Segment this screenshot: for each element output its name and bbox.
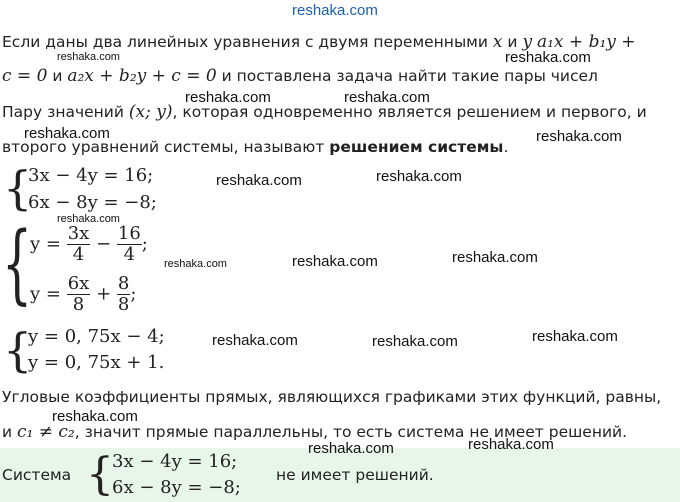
watermark: reshaka.com: [376, 168, 462, 185]
system-2-row-1: [30, 224, 148, 265]
definition-text-start: Пару значений: [2, 103, 124, 121]
row-2-lhs: y =: [30, 283, 61, 305]
conj-i: и: [507, 33, 518, 51]
final-system-row-1: 3x − 4y = 16;: [112, 451, 238, 472]
watermark: reshaka.com: [468, 436, 554, 453]
equation-2: a₂x + b₂y + c = 0: [67, 66, 217, 86]
operator-plus: +: [96, 283, 112, 305]
denominator: 4: [72, 244, 85, 265]
denominator: 8: [72, 294, 85, 315]
system-2-brace: {: [2, 214, 33, 314]
watermark: reshaka.com: [164, 258, 227, 270]
conclusion-line-1: Угловые коэффициенты прямых, являющихся графиками этих функций, равны,: [2, 388, 662, 406]
system-3-brace: {: [3, 323, 33, 377]
final-system-brace: {: [86, 449, 114, 500]
intro-text-2: и поставлена задача найти такие пары чисел: [221, 67, 598, 85]
c1-not-equal-c2: c₁ ≠ c₂: [17, 422, 75, 442]
watermark: reshaka.com: [452, 249, 538, 266]
system-1-row-2: 6x − 8y = −8;: [28, 192, 157, 213]
numerator: 3x: [67, 223, 90, 244]
var-x: x: [492, 32, 503, 52]
watermark: reshaka.com: [292, 253, 378, 270]
fraction-6x-over-8: [67, 274, 91, 315]
watermark: reshaka.com: [57, 51, 120, 63]
watermark: reshaka.com: [344, 89, 430, 106]
system-3-row-1: y = 0, 75x − 4;: [28, 326, 165, 347]
system-3-row-2: y = 0, 75x + 1.: [28, 352, 165, 373]
watermark: reshaka.com: [308, 440, 394, 457]
semicolon: ;: [141, 233, 148, 255]
var-y: y: [522, 32, 533, 52]
numerator: 16: [117, 223, 141, 244]
operator-minus: −: [96, 233, 112, 255]
definition-line-2: [2, 137, 508, 157]
watermark: reshaka.com: [185, 89, 271, 106]
denominator: 8: [117, 294, 130, 315]
watermark-top[interactable]: reshaka.com: [292, 2, 378, 19]
watermark: reshaka.com: [212, 332, 298, 349]
watermark: reshaka.com: [505, 49, 591, 66]
denominator: 4: [123, 244, 136, 265]
fraction-8-over-8: [117, 274, 130, 315]
system-1-brace: {: [3, 161, 33, 215]
watermark: reshaka.com: [57, 213, 120, 225]
watermark: reshaka.com: [532, 328, 618, 345]
watermark: reshaka.com: [24, 125, 110, 142]
row-1-lhs: y =: [30, 233, 61, 255]
system-2-row-2: [30, 274, 136, 315]
fraction-16-over-4: [117, 224, 142, 265]
conclusion-conj: и: [2, 423, 13, 441]
watermark: reshaka.com: [372, 333, 458, 350]
final-label: Система: [2, 466, 72, 484]
definition-term: решением системы: [329, 138, 504, 156]
intro-line-2: [2, 66, 598, 86]
pair-xy: (x; y): [128, 102, 173, 122]
watermark: reshaka.com: [52, 408, 138, 425]
conclusion-text: , значит прямые параллельны, то есть система не имеет решений.: [74, 423, 628, 441]
system-1-row-1: 3x − 4y = 16;: [28, 165, 154, 186]
final-system-row-2: 6x − 8y = −8;: [112, 477, 241, 498]
semicolon: ;: [130, 283, 137, 305]
watermark: reshaka.com: [536, 128, 622, 145]
equation-1-part: a₁x + b₁y +: [536, 32, 636, 52]
definition-text-rest: , которая одновременно является решением и первого, и: [172, 103, 647, 121]
final-result: не имеет решений.: [276, 466, 434, 484]
definition-text-2: второго уравнений системы, называют: [2, 138, 325, 156]
numerator: 6x: [67, 273, 90, 294]
definition-period: .: [503, 138, 509, 156]
numerator: 8: [117, 273, 130, 294]
definition-line-1: [2, 102, 647, 122]
watermark: reshaka.com: [216, 172, 302, 189]
intro-text: Если даны два линейных уравнения с двумя переменными: [2, 33, 488, 51]
equation-1-end: c = 0: [2, 66, 48, 86]
fraction-3x-over-4: [67, 224, 91, 265]
conj-and: и: [52, 67, 63, 85]
